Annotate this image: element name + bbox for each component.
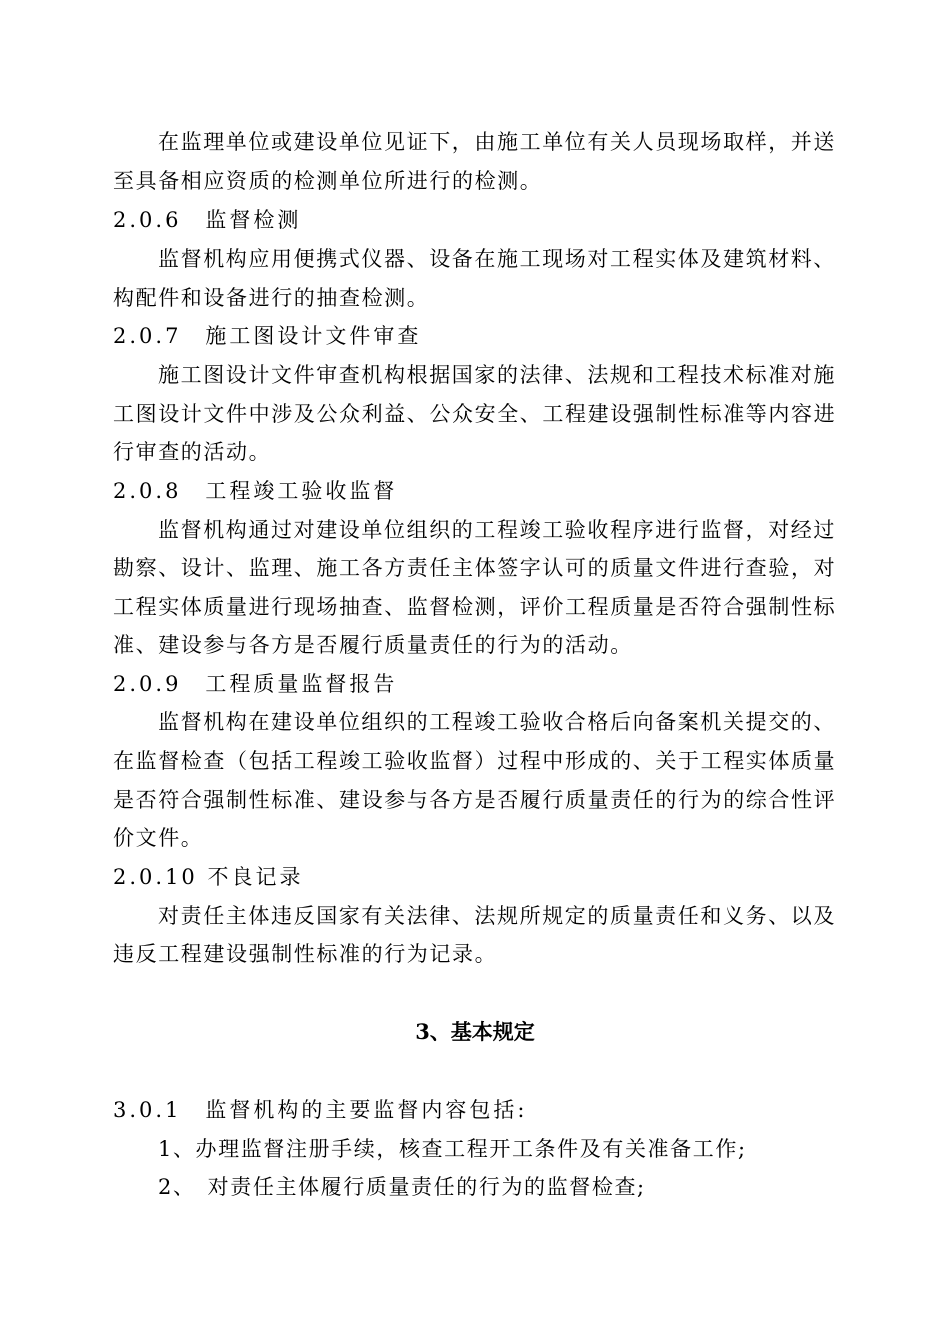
paragraph-line: 至具备相应资质的检测单位所进行的检测。 (113, 169, 543, 193)
paragraph-line: 是否符合强制性标准、建设参与各方是否履行质量责任的行为的综合性评 (113, 788, 837, 812)
section-heading: 3、基本规定 (415, 1019, 535, 1044)
paragraph-line: 监督机构通过对建设单位组织的工程竣工验收程序进行监督，对经过 (158, 518, 836, 542)
list-item: 1、办理监督注册手续，核查工程开工条件及有关准备工作; (158, 1137, 747, 1161)
paragraph-line: 在监督检查（包括工程竣工验收监督）过程中形成的、关于工程实体质量 (113, 749, 837, 773)
paragraph-line: 对责任主体违反国家有关法律、法规所规定的质量责任和义务、以及 (158, 904, 836, 928)
paragraph-line: 工程实体质量进行现场抽查、监督检测，评价工程质量是否符合强制性标 (113, 595, 837, 619)
paragraph-line: 价文件。 (113, 826, 204, 850)
paragraph-line: 工图设计文件中涉及公众利益、公众安全、工程建设强制性标准等内容进 (113, 402, 837, 426)
list-item: 2、 对责任主体履行质量责任的行为的监督检查; (158, 1175, 646, 1199)
clause-heading: 3.0.1 监督机构的主要监督内容包括: (113, 1098, 528, 1122)
clause-heading: 2.0.10 不良记录 (113, 865, 304, 889)
paragraph-line: 准、建设参与各方是否履行质量责任的行为的活动。 (113, 633, 633, 657)
clause-heading: 2.0.7 施工图设计文件审查 (113, 324, 422, 348)
clause-heading: 2.0.9 工程质量监督报告 (113, 672, 398, 696)
paragraph-line: 违反工程建设强制性标准的行为记录。 (113, 942, 498, 966)
clause-heading: 2.0.6 监督检测 (113, 208, 302, 232)
paragraph-line: 构配件和设备进行的抽查检测。 (113, 286, 430, 310)
paragraph-line: 监督机构应用便携式仪器、设备在施工现场对工程实体及建筑材料、 (158, 247, 836, 271)
paragraph-line: 施工图设计文件审查机构根据国家的法律、法规和工程技术标准对施 (158, 363, 836, 387)
clause-heading: 2.0.8 工程竣工验收监督 (113, 479, 398, 503)
paragraph-line: 监督机构在建设单位组织的工程竣工验收合格后向备案机关提交的、 (158, 710, 836, 734)
paragraph-line: 行审查的活动。 (113, 440, 272, 464)
paragraph-line: 在监理单位或建设单位见证下，由施工单位有关人员现场取样，并送 (158, 130, 836, 154)
paragraph-line: 勘察、设计、监理、施工各方责任主体签字认可的质量文件进行查验，对 (113, 556, 837, 580)
